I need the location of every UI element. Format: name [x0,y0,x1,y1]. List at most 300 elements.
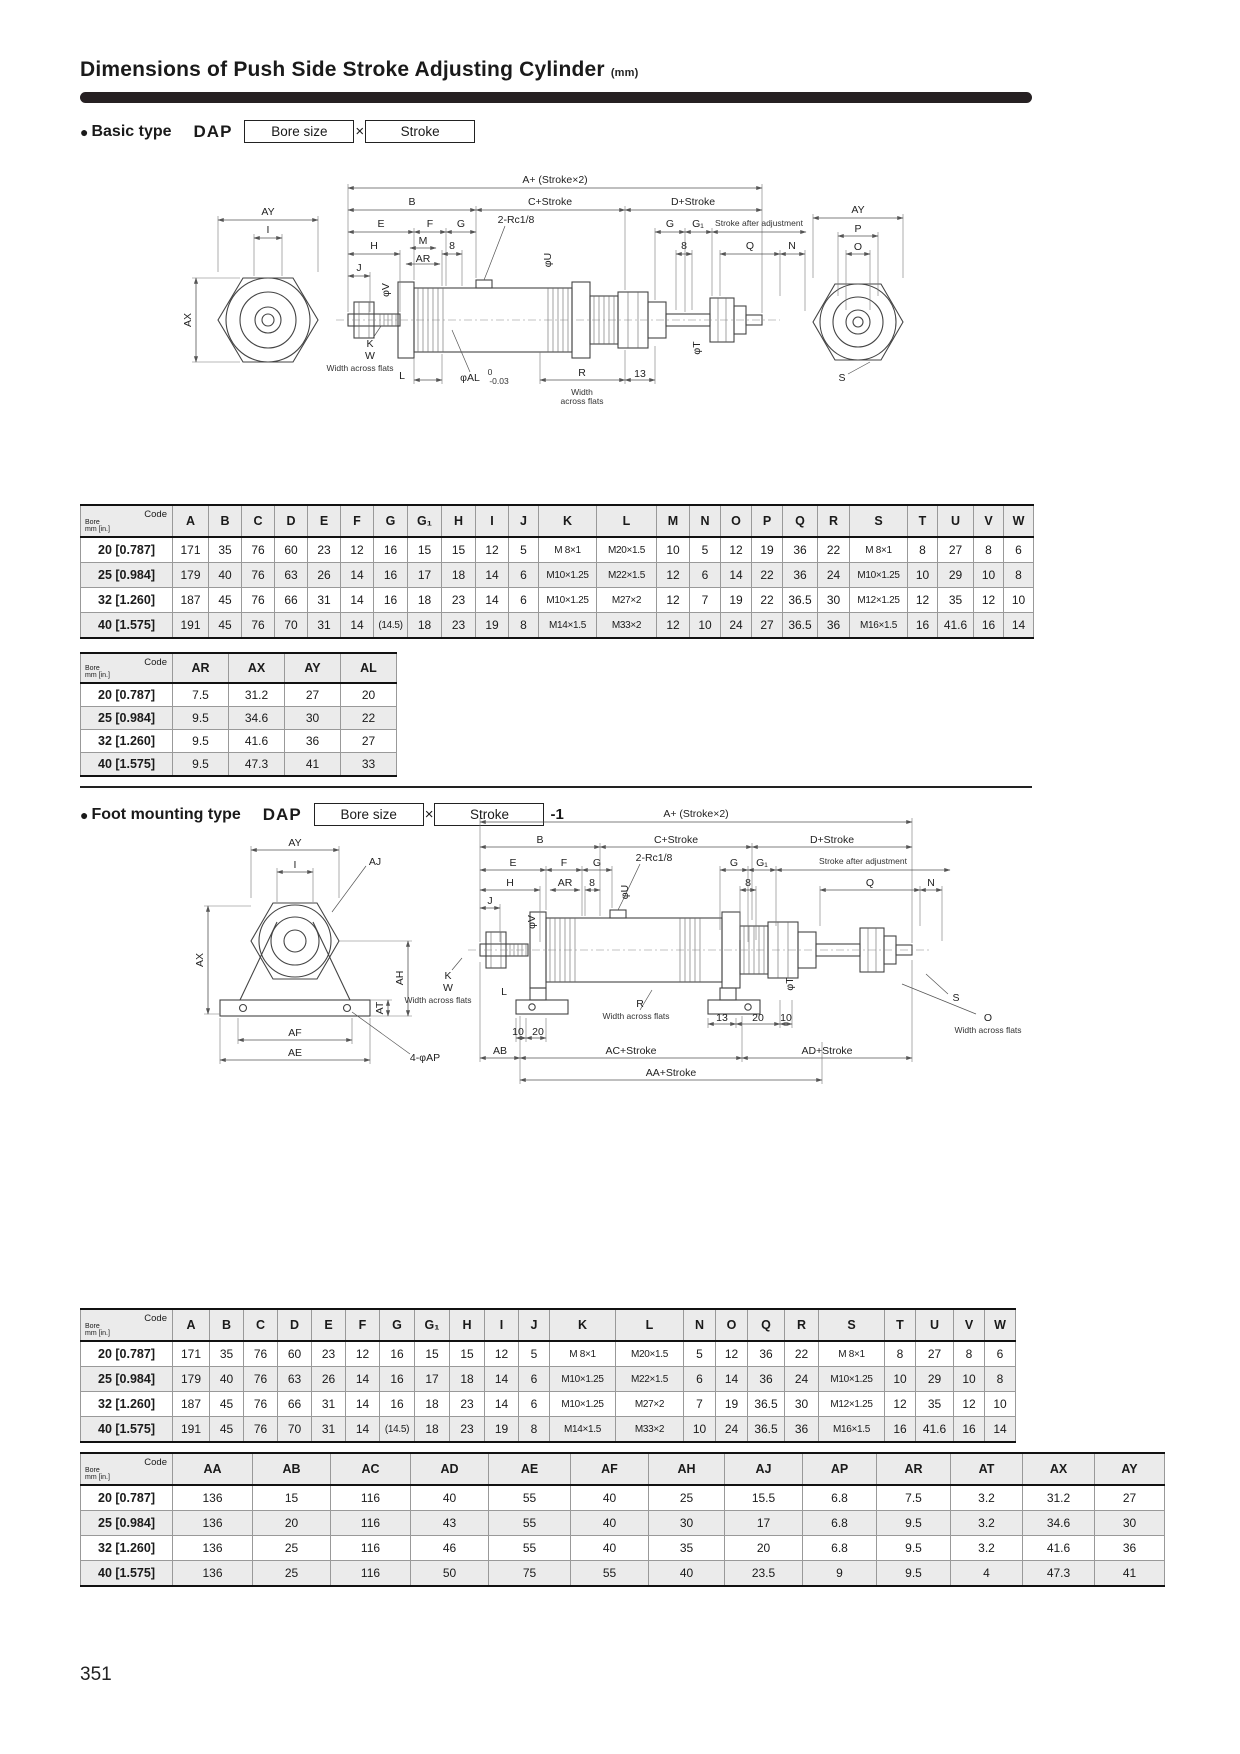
row-label: 20 [0.787] [81,1341,173,1367]
column-header-W: W [1004,505,1034,537]
table-cell: 15 [415,1341,450,1367]
table-cell: 20 [341,683,397,707]
foot-mounting-dimension-table [80,1308,1016,1443]
table-cell: 8 [985,1367,1016,1392]
table-cell: 24 [818,563,850,588]
table-cell: 36 [1095,1536,1165,1561]
dim-label: AB [492,1044,508,1057]
table-cell: 5 [519,1341,550,1367]
table-cell: 23 [450,1417,485,1443]
page-title-text: Dimensions of Push Side Stroke Adjusting Cylinder [80,58,605,81]
table-cell: 16 [374,588,408,613]
table-cell: 25 [253,1561,331,1587]
table-cell: 40 [649,1561,725,1587]
table-cell: 14 [716,1367,748,1392]
table-cell: 136 [173,1536,253,1561]
table-row [81,1417,1016,1443]
table-cell: 187 [173,588,209,613]
dim-label: AY [261,205,275,218]
table-cell: 60 [275,537,308,563]
table-cell: 8 [885,1341,916,1367]
column-header-C: C [244,1309,278,1341]
table-cell: 16 [380,1367,415,1392]
table-cell: 70 [275,613,308,639]
dim-label: Width across flats [404,994,472,1005]
table-cell: 63 [278,1367,312,1392]
table-cell: 14 [476,563,509,588]
section-title: Basic type [91,122,172,140]
table-cell: 14 [341,613,374,639]
table-cell: 16 [974,613,1004,639]
table-cell: 14 [1004,613,1034,639]
table-cell: 10 [954,1367,985,1392]
table-cell: 14 [485,1367,519,1392]
column-header-F: F [341,505,374,537]
table-cell: 55 [571,1561,649,1587]
table-cell: M16×1.5 [850,613,908,639]
table-cell: 10 [657,537,690,563]
dim-label: Width across flats [326,362,394,373]
table-row [81,683,397,707]
times-sign: × [424,806,434,823]
table-cell: 6 [509,588,539,613]
table-cell: 76 [244,1392,278,1417]
table-cell: 3.2 [951,1485,1023,1511]
table-cell: 26 [312,1367,346,1392]
dim-label: AX [193,952,206,968]
column-header-AR: AR [173,653,229,683]
table-cell: 22 [818,537,850,563]
table-cell: 18 [408,588,442,613]
table-cell: 10 [690,613,721,639]
column-header-AA: AA [173,1453,253,1485]
table-cell: 45 [210,1392,244,1417]
table-row [81,753,397,777]
table-cell: 12 [657,613,690,639]
dim-label: B [408,195,416,208]
table-cell: 187 [173,1392,210,1417]
table-cell: 22 [785,1341,819,1367]
table-cell: 30 [285,707,341,730]
table-row [81,1511,1165,1536]
table-cell: 66 [275,588,308,613]
table-cell: 12 [346,1341,380,1367]
dim-label: Width across flats [602,1010,670,1021]
table-cell: 17 [725,1511,803,1536]
table-cell: 6 [519,1392,550,1417]
dim-label: A+ (Stroke×2) [522,173,588,186]
table-cell: 6 [1004,537,1034,563]
row-label: 40 [1.575] [81,1561,173,1587]
column-header-S: S [850,505,908,537]
table-cell: 22 [752,588,783,613]
table-cell: 27 [285,683,341,707]
page-title-unit: (mm) [610,67,639,79]
dim-label: AJ [368,855,382,868]
dim-label: 13 [716,1011,728,1024]
table-cell: 116 [331,1511,411,1536]
table-cell: 24 [785,1367,819,1392]
column-header-N: N [690,505,721,537]
dim-label: G [592,856,602,869]
dim-label: 2-Rc1/8 [497,213,535,226]
dim-label: Stroke after adjustment [819,855,907,866]
column-header-H: H [450,1309,485,1341]
table-cell: 36 [748,1341,785,1367]
table-cell: 18 [408,613,442,639]
row-label: 32 [1.260] [81,730,173,753]
table-cell: 35 [649,1536,725,1561]
table-cell: 26 [308,563,341,588]
table-cell: 17 [415,1367,450,1392]
table-cell: 19 [485,1417,519,1443]
column-header-AL: AL [341,653,397,683]
table-cell: M10×1.25 [850,563,908,588]
table-row [81,1485,1165,1511]
dim-label: 4-φAP [409,1051,441,1064]
dim-label: Q [865,876,875,889]
table-cell: (14.5) [380,1417,415,1443]
dim-label: AR [557,876,573,889]
table-cell: 6 [690,563,721,588]
table-cell: 16 [380,1392,415,1417]
dim-label: AD+Stroke [801,1044,853,1057]
row-label: 20 [0.787] [81,683,173,707]
dim-label: across flats [560,395,604,406]
row-label: 20 [0.787] [81,1485,173,1511]
table-cell: 8 [974,537,1004,563]
table-cell: 36 [818,613,850,639]
table-cell: M 8×1 [550,1341,616,1367]
table-cell: 15 [450,1341,485,1367]
column-header-AB: AB [253,1453,331,1485]
table-cell: 20 [253,1511,331,1536]
table-cell: 14 [346,1417,380,1443]
bore-size-box: Bore size [244,120,354,143]
table-cell: 35 [209,537,242,563]
table-cell: 14 [476,588,509,613]
table-cell: 63 [275,563,308,588]
dim-label: N [788,239,796,252]
dim-label: E [377,217,385,230]
column-header-W: W [985,1309,1016,1341]
column-header-I: I [485,1309,519,1341]
table-cell: 16 [374,537,408,563]
dim-label: AA+Stroke [645,1066,697,1079]
table-cell: 10 [885,1367,916,1392]
table-cell: 45 [210,1417,244,1443]
table-cell: 33 [341,753,397,777]
table-cell: 27 [752,613,783,639]
table-cell: 40 [571,1511,649,1536]
table-cell: 16 [380,1341,415,1367]
table-cell: 12 [657,588,690,613]
column-header-D: D [278,1309,312,1341]
table-cell: 116 [331,1485,411,1511]
table-cell: 41.6 [938,613,974,639]
column-header-I: I [476,505,509,537]
table-cell: 41.6 [229,730,285,753]
table-cell: 22 [341,707,397,730]
model-code: DAP [262,804,302,824]
page-number: 351 [80,1664,112,1685]
table-cell: 12 [954,1392,985,1417]
table-cell: M33×2 [597,613,657,639]
dim-label: G₁ [692,217,704,230]
dim-label: W [365,349,375,362]
table-cell: 16 [908,613,938,639]
table-cell: 19 [476,613,509,639]
column-header-A: A [173,1309,210,1341]
dim-label: AY [288,836,302,849]
column-header-A: A [173,505,209,537]
table-cell: 191 [173,613,209,639]
row-label: 40 [1.575] [81,1417,173,1443]
title-underline-bar [80,92,1032,103]
bullet-icon: ● [80,123,89,140]
column-header-AY: AY [285,653,341,683]
table-cell: 40 [210,1367,244,1392]
table-row [81,1367,1016,1392]
table-cell: 41.6 [1023,1536,1095,1561]
column-header-Q: Q [783,505,818,537]
dim-label: R [578,366,586,379]
model-code: DAP [193,121,233,141]
column-header-M: M [657,505,690,537]
table-cell: 5 [509,537,539,563]
table-cell: 36 [785,1417,819,1443]
table-cell: 171 [173,537,209,563]
dim-label: 2-Rc1/8 [635,851,673,864]
table-cell: 12 [908,588,938,613]
table-corner: Code Bore mm [in.] [81,1309,173,1341]
row-label: 40 [1.575] [81,613,173,639]
dim-label: 20 [532,1025,544,1038]
table-cell: 19 [716,1392,748,1417]
table-cell: 76 [244,1367,278,1392]
dim-label: O [983,1011,993,1024]
dim-label: P [854,222,862,235]
table-cell: 24 [716,1417,748,1443]
table-cell: 76 [242,563,275,588]
table-cell: 7 [690,588,721,613]
table-cell: 20 [725,1536,803,1561]
table-cell: 76 [244,1341,278,1367]
stroke-box: Stroke [365,120,475,143]
column-header-O: O [721,505,752,537]
table-cell: 18 [450,1367,485,1392]
dim-label: Width across flats [954,1024,1022,1035]
dim-label: F [560,856,568,869]
table-cell: 19 [721,588,752,613]
table-cell: 24 [721,613,752,639]
table-cell: 27 [916,1341,954,1367]
table-cell: 16 [374,563,408,588]
table-cell: 36 [783,537,818,563]
dim-label: AT [373,1001,386,1015]
dim-label: AH [393,970,406,986]
table-cell: 43 [411,1511,489,1536]
column-header-AX: AX [1023,1453,1095,1485]
table-cell: 5 [690,537,721,563]
dim-label: G₁ [756,856,768,869]
table-cell: 30 [649,1511,725,1536]
section-title: Foot mounting type [91,805,241,823]
column-header-L: L [597,505,657,537]
dim-label: H [506,876,514,889]
dim-label: 0 [487,366,493,377]
table-cell: 17 [408,563,442,588]
table-cell: 55 [489,1485,571,1511]
row-label: 25 [0.984] [81,707,173,730]
dim-label: G [665,217,675,230]
column-header-B: B [210,1309,244,1341]
table-cell: 27 [1095,1485,1165,1511]
table-cell: 8 [509,613,539,639]
table-cell: 19 [752,537,783,563]
table-cell: 7 [684,1392,716,1417]
dim-label: J [356,261,362,274]
dim-label: AC+Stroke [605,1044,657,1057]
basic-type-dimension-table [80,504,1034,639]
column-header-E: E [312,1309,346,1341]
table-cell: 23 [442,613,476,639]
dim-label: G [729,856,739,869]
dim-label: AX [181,312,194,328]
table-cell: 12 [721,537,752,563]
table-cell: 47.3 [1023,1561,1095,1587]
table-cell: 40 [571,1485,649,1511]
row-label: 32 [1.260] [81,588,173,613]
dim-label: Width [571,386,593,397]
table-cell: M27×2 [597,588,657,613]
table-cell: 6.8 [803,1485,877,1511]
table-row [81,1341,1016,1367]
dim-label: 8 [745,876,751,889]
table-cell: 31.2 [229,683,285,707]
table-cell: 18 [442,563,476,588]
table-cell: 36.5 [748,1392,785,1417]
table-cell: 10 [684,1417,716,1443]
table-cell: 4 [951,1561,1023,1587]
table-cell: 31 [312,1417,346,1443]
row-label: 25 [0.984] [81,1367,173,1392]
table-cell: 30 [818,588,850,613]
table-cell: M10×1.25 [550,1392,616,1417]
table-cell: 15 [442,537,476,563]
table-cell: 27 [341,730,397,753]
table-cell: 136 [173,1511,253,1536]
column-header-P: P [752,505,783,537]
dim-label: I [266,223,270,236]
table-cell: 8 [908,537,938,563]
column-header-K: K [550,1309,616,1341]
table-cell: 76 [242,588,275,613]
table-cell: 55 [489,1536,571,1561]
table-cell: 14 [341,588,374,613]
table-cell: 18 [415,1392,450,1417]
table-row [81,537,1034,563]
table-cell: 46 [411,1536,489,1561]
table-cell: 23 [450,1392,485,1417]
table-cell: 136 [173,1485,253,1511]
table-cell: 30 [785,1392,819,1417]
bore-size-box: Bore size [314,803,424,826]
table-cell: 31 [308,588,341,613]
column-header-V: V [954,1309,985,1341]
dim-label: B [536,833,544,846]
table-cell: 12 [974,588,1004,613]
table-cell: 9.5 [877,1511,951,1536]
table-cell: 36.5 [748,1417,785,1443]
column-header-AR: AR [877,1453,951,1485]
table-cell: 171 [173,1341,210,1367]
dim-label: W [443,981,453,994]
table-row [81,707,397,730]
column-header-AX: AX [229,653,285,683]
table-cell: 12 [341,537,374,563]
table-cell: 41 [1095,1561,1165,1587]
table-cell: 10 [908,563,938,588]
table-cell: M14×1.5 [539,613,597,639]
dim-label: O [853,240,863,253]
table-cell: 76 [244,1417,278,1443]
dim-label: F [426,217,434,230]
table-cell: M22×1.5 [616,1367,684,1392]
table-cell: 5 [684,1341,716,1367]
table-cell: 12 [716,1341,748,1367]
dim-label: φT [690,341,703,355]
table-cell: M 8×1 [819,1341,885,1367]
table-cell: 55 [489,1511,571,1536]
dim-label: 10 [780,1011,792,1024]
column-header-L: L [616,1309,684,1341]
table-corner: Code Bore mm [in.] [81,505,173,537]
table-cell: M16×1.5 [819,1417,885,1443]
table-cell: 35 [938,588,974,613]
table-cell: 23.5 [725,1561,803,1587]
column-header-U: U [938,505,974,537]
dim-label: L [399,369,405,382]
table-row [81,563,1034,588]
table-cell: 14 [485,1392,519,1417]
table-cell: 66 [278,1392,312,1417]
table-cell: 40 [571,1536,649,1561]
column-header-AC: AC [331,1453,411,1485]
table-cell: 6 [985,1341,1016,1367]
dim-label: S [838,371,846,384]
table-cell: 6 [684,1367,716,1392]
table-cell: 76 [242,537,275,563]
table-cell: 8 [519,1417,550,1443]
table-cell: 60 [278,1341,312,1367]
table-cell: 41 [285,753,341,777]
table-cell: M12×1.25 [819,1392,885,1417]
stroke-box: Stroke [434,803,544,826]
table-cell: 6 [519,1367,550,1392]
row-label: 32 [1.260] [81,1392,173,1417]
table-cell: 9.5 [173,753,229,777]
dim-label: A+ (Stroke×2) [663,807,729,820]
dim-label: H [370,239,378,252]
table-cell: 27 [938,537,974,563]
table-cell: M27×2 [616,1392,684,1417]
table-corner: Code Bore mm [in.] [81,653,173,683]
table-cell: M20×1.5 [597,537,657,563]
table-cell: 14 [721,563,752,588]
table-row [81,1392,1016,1417]
dim-label: 10 [512,1025,524,1038]
